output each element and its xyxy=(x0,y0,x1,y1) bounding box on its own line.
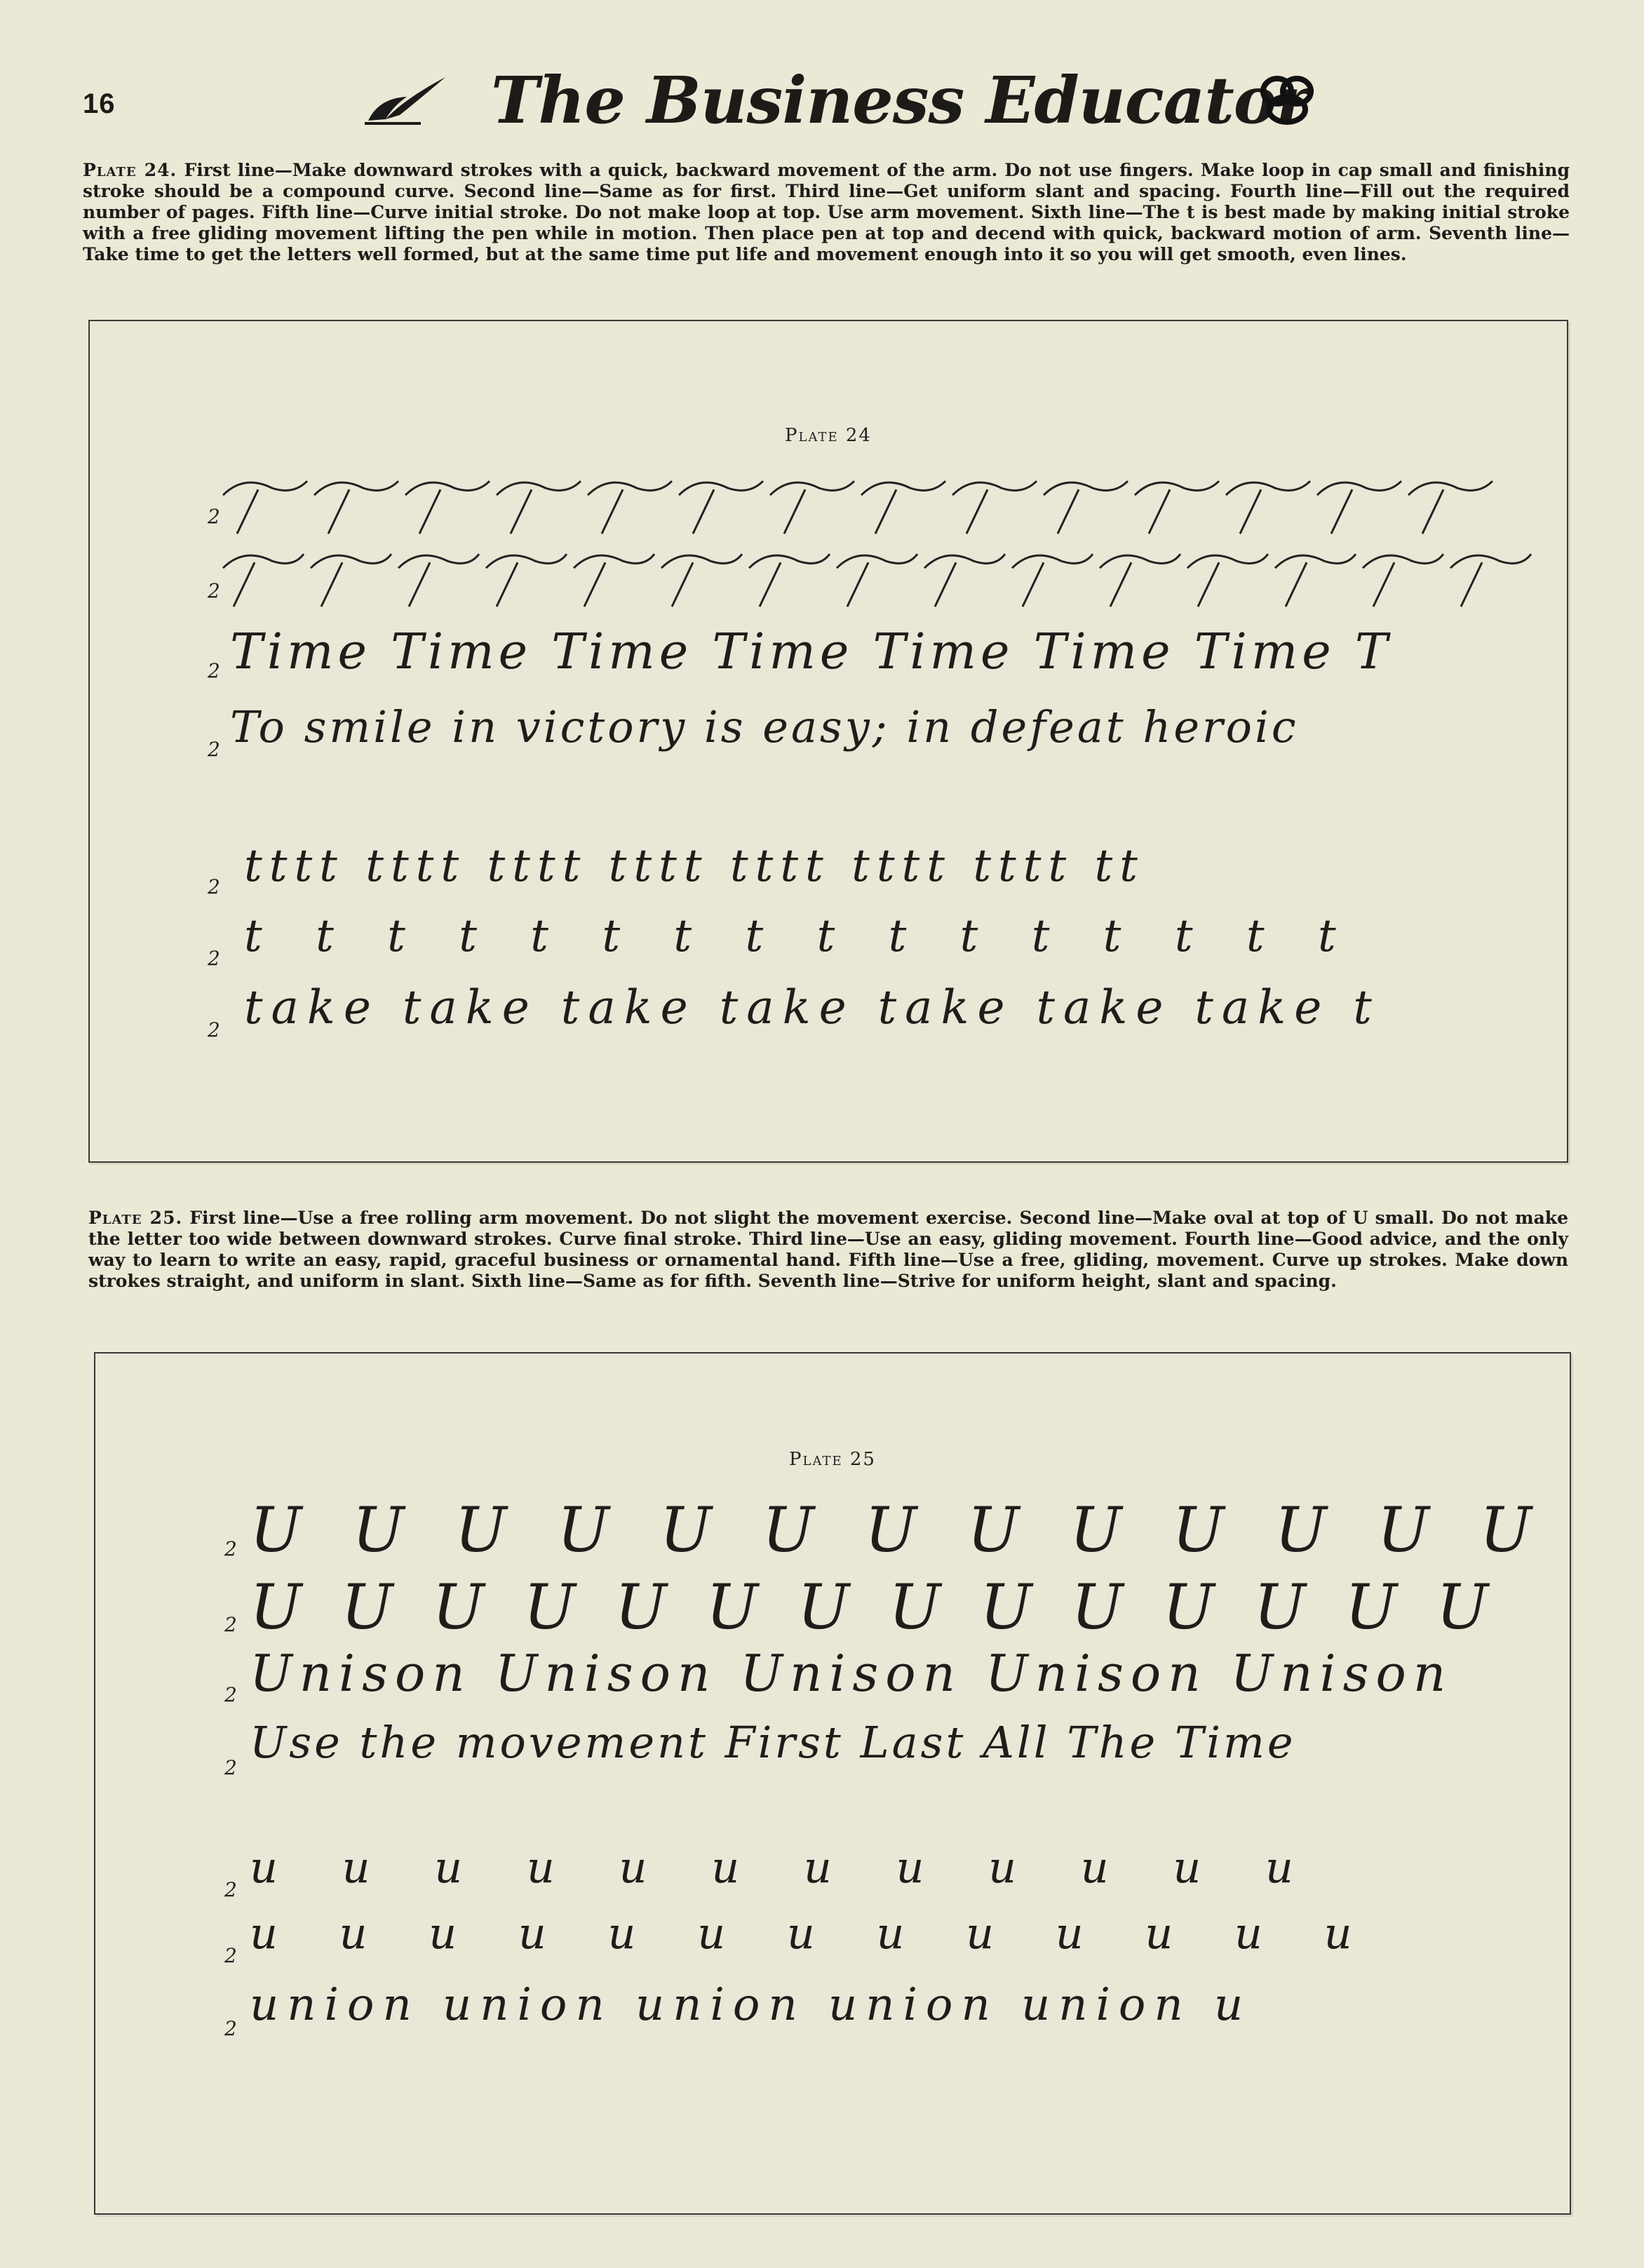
plate-24-instruction-text: First line—Make downward strokes with a quick, backward movement of the arm. Do not use fingers. Make loop in cap small and finishing stroke should be a compound curve. Second line—Same as for first. Third line—Get uniform slant and spacing. Fourth line—Fill out the required number of pages. Fifth line—Curve initial stroke. Do not make loop at top. Use arm movement. Sixth line—The t is best made by making initial stroke with a free gliding movement lifting the pen while in motion. Then place pen at top and decend with quick, backward motion of arm. Seventh line—Take time to get the letters well formed, but at the same time put life and movement enough into it so you will get smooth, even lines. xyxy=(83,160,1570,264)
line-number: 2 xyxy=(208,738,220,761)
line-number: 2 xyxy=(224,1944,237,1967)
plate-25-label: Plate 25. xyxy=(88,1208,183,1228)
quill-icon xyxy=(365,70,449,126)
script-line-time: Time Time Time Time Time Time Time T xyxy=(230,623,1392,680)
script-line-take: take take take take take take take t xyxy=(244,980,1380,1034)
script-line-u: u u u u u u u u u u u u xyxy=(250,1842,1319,1893)
page-number: 16 xyxy=(83,88,116,119)
line-number: 2 xyxy=(224,1537,237,1560)
script-line-u: u u u u u u u u u u u u u xyxy=(250,1908,1376,1959)
line-number: 2 xyxy=(208,1018,220,1041)
plate-25-instruction-text: First line—Use a free rolling arm movement. Do not slight the movement exercise. Second line—Make oval at top of U small. Do not make the letter too wide between downward strokes. Curve final stroke. Third line—Use an easy, gliding movement. Fourth line—Good advice, and the only way to learn to write an easy, rapid, graceful business or ornamental hand. Fifth line—Use a free, gliding, movement. Curve up strokes. Make down strokes straight, and uniform in slant. Sixth line—Same as for fifth. Seventh line—Strive for uniform height, slant and spacing. xyxy=(88,1208,1568,1291)
plate-25-title: Plate 25 xyxy=(789,1449,876,1470)
script-line-capital-u: U U U U U U U U U U U U U xyxy=(250,1494,1547,1566)
script-line-t: t t t t t t t t t t t t t t t t xyxy=(244,910,1356,962)
script-line-motto: To smile in victory is easy; in defeat heroic xyxy=(230,701,1299,752)
script-line-union: union union union union union u xyxy=(250,1979,1252,2031)
script-line-tttt: tttt tttt tttt tttt tttt tttt tttt tt xyxy=(244,840,1145,892)
knot-emblem-icon xyxy=(1259,73,1315,126)
plate-24-instructions xyxy=(83,160,1570,265)
line-number: 2 xyxy=(224,2017,237,2040)
plate-25-box xyxy=(94,1352,1571,2215)
line-number: 2 xyxy=(224,1683,237,1706)
plate-24-label: Plate 24. xyxy=(83,160,177,180)
masthead-title: The Business Educator xyxy=(491,62,1309,138)
line-number: 2 xyxy=(208,875,220,898)
plate-24-box xyxy=(88,320,1568,1163)
plate-24-title: Plate 24 xyxy=(785,425,872,446)
line-number: 2 xyxy=(224,1613,237,1636)
script-line-unison: Unison Unison Unison Unison Unison xyxy=(250,1644,1453,1703)
script-line-use-the-movement: Use the movement First Last All The Time xyxy=(250,1717,1296,1768)
plate-25-instructions xyxy=(88,1208,1568,1292)
line-number: 2 xyxy=(208,579,220,602)
line-number: 2 xyxy=(224,1756,237,1779)
line-number: 2 xyxy=(224,1878,237,1901)
line-number: 2 xyxy=(208,659,220,682)
capital-t-row xyxy=(216,547,1535,610)
script-line-capital-u: U U U U U U U U U U U U U U xyxy=(250,1571,1498,1643)
line-number: 2 xyxy=(208,505,220,528)
line-number: 2 xyxy=(208,947,220,970)
capital-t-row xyxy=(216,474,1535,537)
